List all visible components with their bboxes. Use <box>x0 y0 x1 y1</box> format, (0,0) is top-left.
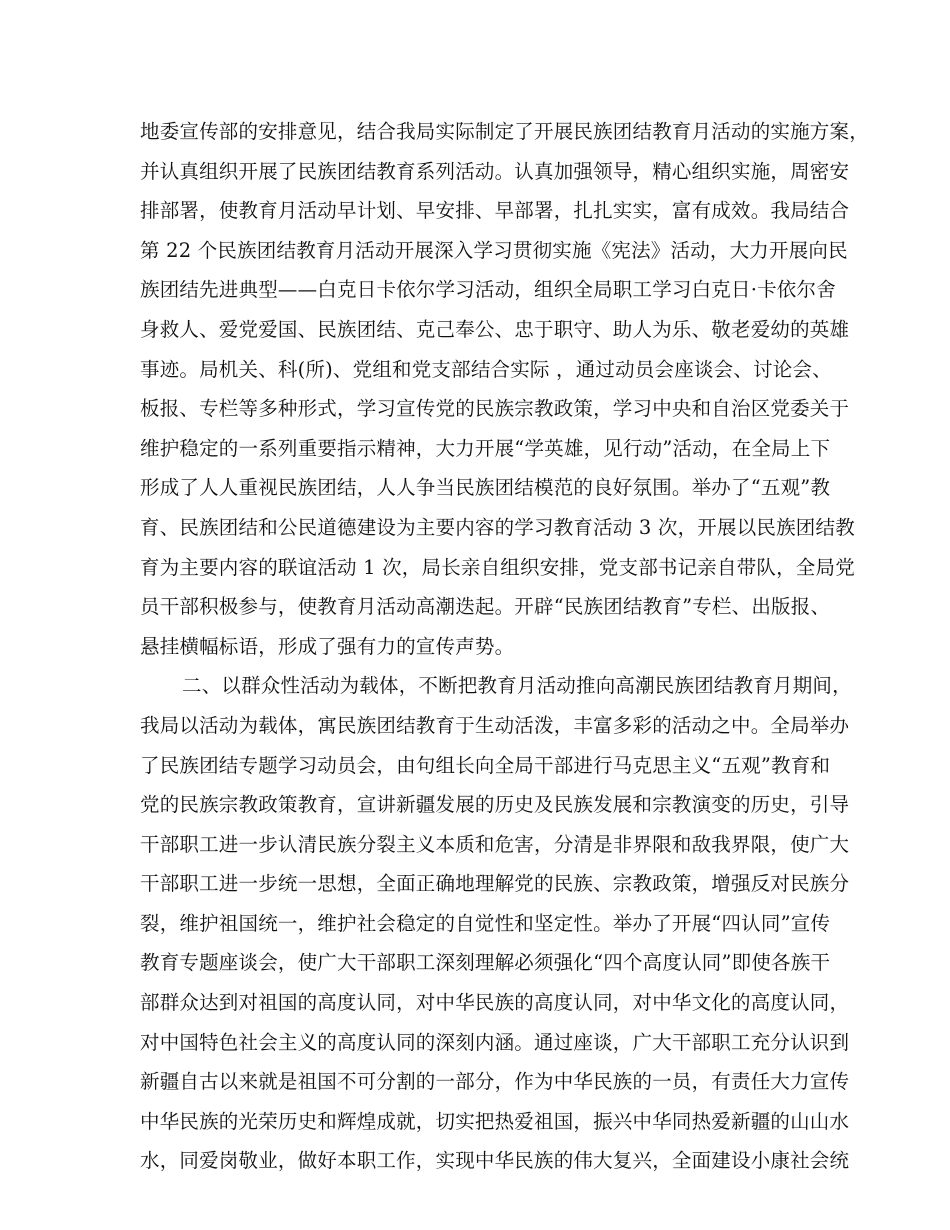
document-body <box>140 112 869 1181</box>
text-line: 育为主要内容的联谊活动 1 次，局长亲自组织安排，党支部书记亲自带队，全局党 <box>140 555 855 579</box>
text-line: 我局以活动为载体，寓民族团结教育于生动活泼，丰富多彩的活动之中。全局举办 <box>140 713 850 737</box>
text-line: 排部署，使教育月活动早计划、早安排、早部署，扎扎实实，富有成效。我局结合 <box>140 199 850 223</box>
text-line: 党的民族宗教政策教育，宣讲新疆发展的历史及民族发展和宗教演变的历史，引导 <box>140 793 850 817</box>
text-line: 二、以群众性活动为载体，不断把教育月活动推向高潮民族团结教育月期间， <box>182 674 852 698</box>
paragraph-2 <box>140 666 852 1181</box>
text-line: 族团结先进典型——白克日卡依尔学习活动，组织全局职工学习白克日·卡依尔舍 <box>140 278 836 302</box>
text-line: 部群众达到对祖国的高度认同，对中华民族的高度认同，对中华文化的高度认同， <box>140 991 850 1015</box>
text-line: 了民族团结专题学习动员会，由句组长向全局干部进行马克思主义“五观”教育和 <box>140 753 831 777</box>
text-line: 板报、专栏等多种形式，学习宣传党的民族宗教政策，学习中央和自治区党委关于 <box>140 397 850 421</box>
text-line: 形成了人人重视民族团结，人人争当民族团结模范的良好氛围。举办了“五观”教 <box>140 476 831 500</box>
text-line: 维护稳定的一系列重要指示精神，大力开展“学英雄，见行动”活动，在全局上下 <box>140 436 831 460</box>
text-line: 对中国特色社会主义的高度认同的深刻内涵。通过座谈，广大干部职工充分认识到 <box>140 1030 850 1054</box>
text-line: 干部职工进一步认清民族分裂主义本质和危害，分清是非界限和敌我界限，使广大 <box>140 832 850 856</box>
text-line: 地委宣传部的安排意见，结合我局实际制定了开展民族团结教育月活动的实施方案， <box>140 120 869 143</box>
text-line: 事迹。局机关、科(所)、党组和党支部结合实际 ，通过动员会座谈会、讨论会、 <box>140 357 832 381</box>
text-line: 悬挂横幅标语，形成了强有力的宣传声势。 <box>140 634 515 658</box>
paragraph-1 <box>140 112 869 666</box>
text-line: 裂，维护祖国统一，维护社会稳定的自觉性和坚定性。举办了开展“四认同”宣传 <box>140 911 831 935</box>
text-line: 中华民族的光荣历史和辉煌成就，切实把热爱祖国，振兴中华同热爱新疆的山山水 <box>140 1109 850 1133</box>
text-line: 员干部积极参与，使教育月活动高潮迭起。开辟“民族团结教育”专栏、出版报、 <box>140 595 831 619</box>
text-line: 育、民族团结和公民道德建设为主要内容的学习教育活动 3 次，开展以民族团结教 <box>140 515 855 539</box>
text-line: 干部职工进一步统一思想，全面正确地理解党的民族、宗教政策，增强反对民族分 <box>140 872 850 896</box>
text-line: 新疆自古以来就是祖国不可分割的一部分，作为中华民族的一员，有责任大力宣传 <box>140 1070 850 1094</box>
text-line: 并认真组织开展了民族团结教育系列活动。认真加强领导，精心组织实施，周密安 <box>140 159 850 183</box>
text-line: 教育专题座谈会，使广大干部职工深刻理解必须强化“四个高度认同”即使各族干 <box>140 951 831 975</box>
text-line: 第 22 个民族团结教育月活动开展深入学习贯彻实施《宪法》活动，大力开展向民 <box>140 238 848 262</box>
text-line: 身救人、爱党爱国、民族团结、克己奉公、忠于职守、助人为乐、敬老爱幼的英雄 <box>140 317 850 341</box>
text-line: 水，同爱岗敬业，做好本职工作，实现中华民族的伟大复兴，全面建设小康社会统 <box>140 1149 850 1173</box>
